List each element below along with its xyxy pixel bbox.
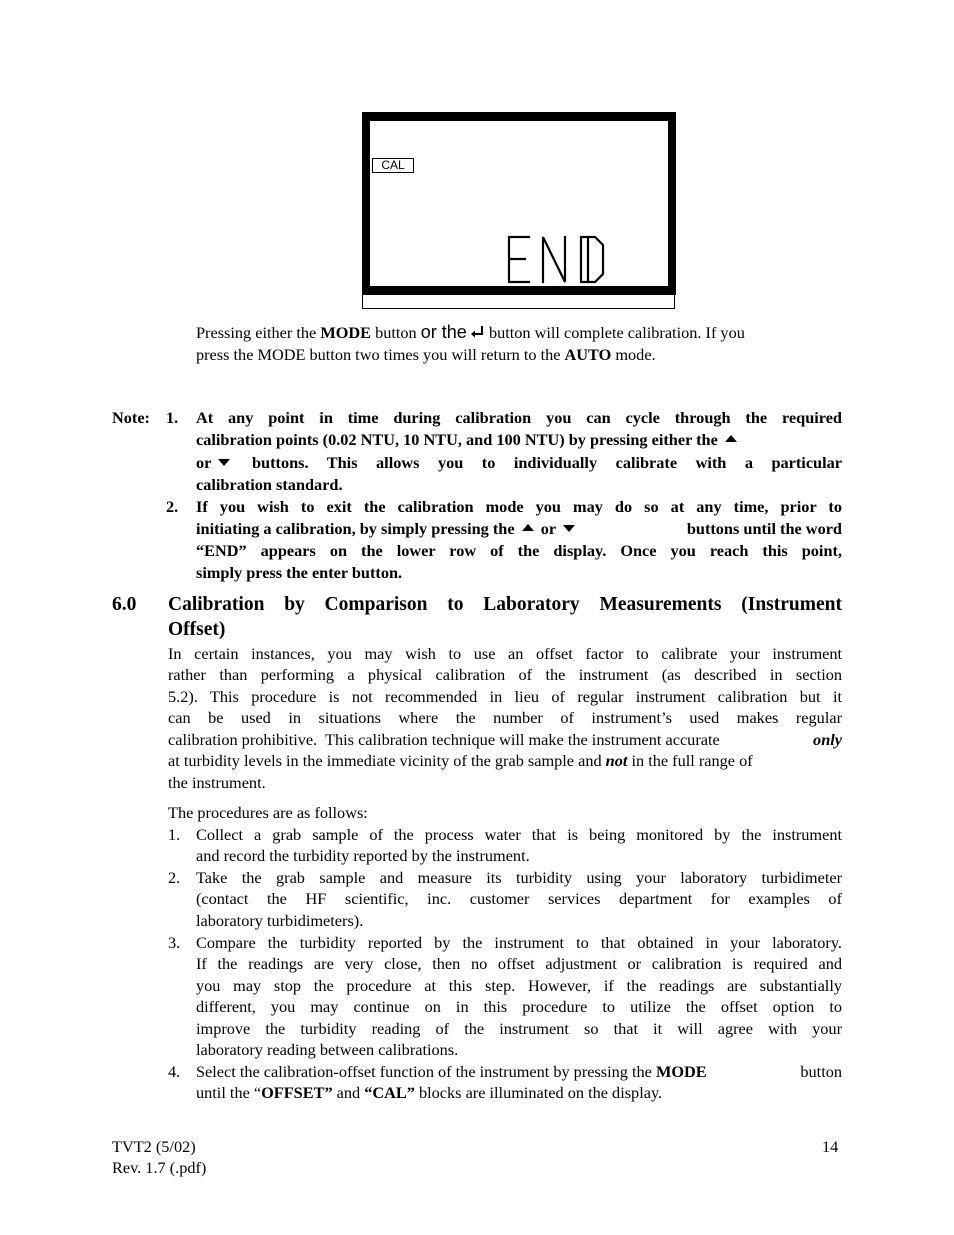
section-para-line: In certain instances, you may wish to use an offset factor to calibrate your instrument — [168, 644, 842, 663]
note-1-line — [196, 429, 842, 450]
step-line: (contact the HF scientific, inc. customer services department for examples of — [196, 889, 842, 908]
note-text — [196, 452, 233, 473]
step-number: 4. — [168, 1062, 181, 1081]
up-arrow-icon — [725, 435, 737, 442]
up-arrow-icon — [522, 524, 534, 531]
note-text: buttons until the word — [686, 519, 842, 538]
down-arrow-icon — [563, 525, 575, 532]
note-2-line — [196, 518, 842, 539]
section-title: Calibration by Comparison to Laboratory Measurements (Instrument — [168, 594, 842, 615]
step-text: Select the calibration-offset function of the instrument by pressing the — [196, 1062, 656, 1081]
para-text: in the full range of — [627, 751, 753, 770]
note-1-line — [196, 452, 842, 473]
section-number: 6.0 — [112, 594, 137, 615]
end-segment-readout — [505, 234, 611, 286]
footer-doc-id: TVT2 (5/02) — [112, 1137, 196, 1156]
step-line — [196, 1082, 662, 1103]
cal-keyword: “CAL” — [364, 1083, 415, 1102]
procedures-intro: The procedures are as follows: — [168, 803, 368, 822]
section-para-line — [168, 750, 842, 771]
not-emphasis: not — [605, 751, 628, 770]
step-line: you may stop the procedure at this step. However, if the readings are substantially — [196, 976, 842, 995]
note-1-line: At any point in time during calibration you can cycle through the required — [196, 408, 842, 427]
step-line — [196, 1061, 842, 1082]
section-para-line: can be used in situations where the number of instrument’s used makes regular — [168, 708, 842, 727]
step-line: laboratory reading between calibrations. — [196, 1040, 459, 1059]
note-item-1-number: 1. — [166, 408, 179, 427]
intro-line-2 — [196, 344, 656, 365]
note-text: initiating a calibration, by simply pressing the — [196, 519, 515, 538]
step-number: 1. — [168, 825, 181, 844]
or-text: or — [196, 453, 212, 472]
page-number: 14 — [822, 1137, 839, 1156]
step-number: 2. — [168, 868, 181, 887]
mode-keyword: MODE — [320, 323, 371, 342]
step-line: Compare the turbidity reported by the instrument to that obtained in your laboratory. — [196, 933, 842, 952]
note-2-line: If you wish to exit the calibration mode you may do so at any time, prior to — [196, 497, 842, 516]
step-line: and record the turbidity reported by the instrument. — [196, 846, 530, 865]
or-text: or — [540, 519, 556, 538]
intro-text: button will complete calibration. If you — [484, 323, 745, 342]
down-arrow-icon — [218, 459, 230, 466]
note-text: calibration points (0.02 NTU, 10 NTU, and 100 NTU) by pressing either the — [196, 430, 718, 449]
section-para-line: 5.2). This procedure is not recommended in lieu of regular instrument calibration but it — [168, 687, 842, 706]
section-title: Offset) — [168, 619, 226, 640]
offset-keyword: OFFSET” — [261, 1083, 333, 1102]
step-text: and — [332, 1083, 365, 1102]
note-item-2-number: 2. — [166, 497, 179, 516]
note-1-line: calibration standard. — [196, 475, 343, 494]
intro-text: or the — [420, 322, 467, 342]
step-text: until the “ — [196, 1083, 262, 1102]
intro-line-1 — [196, 322, 842, 343]
section-para-line: the instrument. — [168, 773, 266, 792]
intro-text: mode. — [611, 345, 656, 364]
step-line: different, you may continue on in this procedure to utilize the offset option to — [196, 997, 842, 1016]
section-para-line: rather than performing a physical calibration of the instrument (as described in section — [168, 665, 842, 684]
step-text — [196, 1061, 707, 1082]
intro-text: press the MODE button two times you will return to the — [196, 345, 565, 364]
step-line: Take the grab sample and measure its turbidity using your laboratory turbidimeter — [196, 868, 842, 887]
para-text: at turbidity levels in the immediate vicinity of the grab sample and — [168, 751, 606, 770]
auto-keyword: AUTO — [564, 345, 612, 364]
step-line: Collect a grab sample of the process water that is being monitored by the instrument — [196, 825, 842, 844]
step-line: improve the turbidity reading of the instrument so that it will agree with your — [196, 1019, 842, 1038]
note-text: buttons. This allows you to individually calibrate with a particular — [252, 453, 842, 472]
intro-text: Pressing either the — [196, 323, 321, 342]
footer-revision: Rev. 1.7 (.pdf) — [112, 1158, 207, 1177]
note-label: Note: — [112, 408, 150, 427]
step-line: If the readings are very close, then no offset adjustment or calibration is required and — [196, 954, 842, 973]
section-para-line — [168, 729, 842, 750]
step-text: blocks are illuminated on the display. — [414, 1083, 663, 1102]
note-2-line: simply press the enter button. — [196, 563, 403, 582]
mode-keyword: MODE — [655, 1062, 707, 1081]
note-2-line: “END” appears on the lower row of the display. Once you reach this point, — [196, 541, 842, 560]
step-text: button — [796, 1062, 842, 1081]
enter-icon — [471, 326, 485, 338]
step-number: 3. — [168, 933, 181, 952]
step-line: laboratory turbidimeters). — [196, 911, 364, 930]
note-text — [196, 518, 578, 539]
only-emphasis: only — [813, 730, 842, 749]
intro-text: button — [371, 323, 421, 342]
cal-indicator: CAL — [372, 158, 414, 173]
para-text: calibration prohibitive. This calibration technique will make the instrument accurate — [168, 730, 724, 749]
